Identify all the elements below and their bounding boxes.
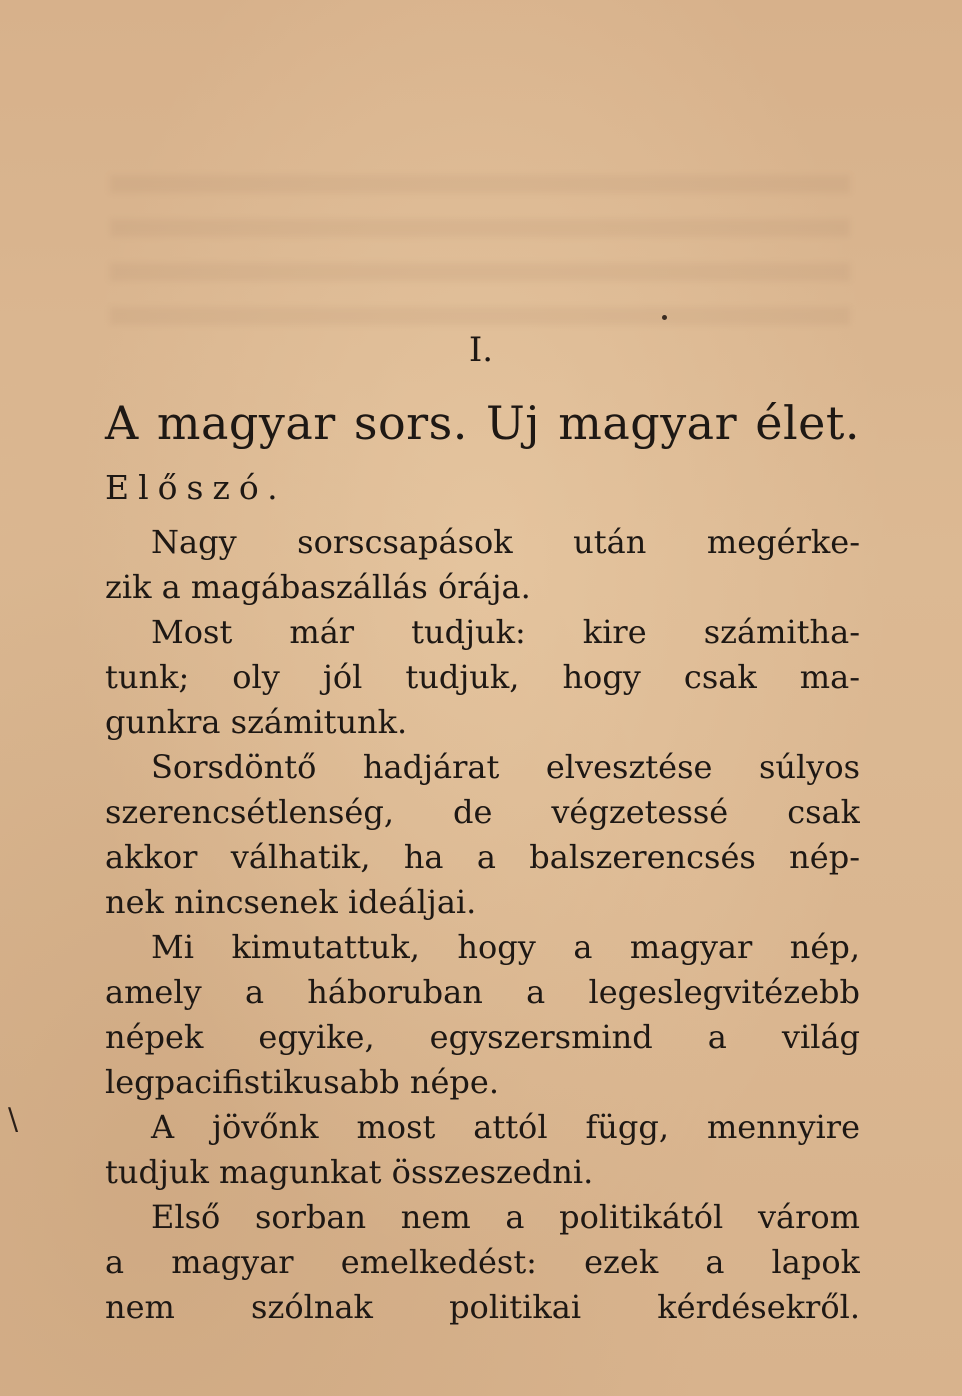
text-line: Sorsdöntő hadjárat elvesztése súlyos [151, 748, 860, 786]
margin-mark: \ [8, 1102, 19, 1137]
text-line: legpacifistikusabb népe. [105, 1063, 500, 1101]
text-line: tudjuk magunkat összeszedni. [105, 1153, 594, 1191]
chapter-title: A magyar sors. Uj magyar élet. [105, 396, 860, 450]
text-line: szerencsétlenség, de végzetessé csak [105, 793, 860, 831]
text-line: Mi kimutattuk, hogy a magyar nép, [151, 928, 860, 966]
text-line: zik a magábaszállás órája. [105, 568, 531, 606]
bleed-through-text [110, 175, 850, 325]
text-line: Nagy sorscsapások után megérke- [151, 523, 860, 561]
body-text [105, 520, 860, 1330]
text-line: nek nincsenek ideáljai. [105, 883, 477, 921]
text-line: Első sorban nem a politikától várom [151, 1198, 860, 1236]
chapter-number: I. [468, 330, 494, 370]
text-line: a magyar emelkedést: ezek a lapok [105, 1243, 860, 1281]
ink-speck [662, 315, 667, 320]
text-line: A jövőnk most attól függ, mennyire [151, 1108, 860, 1146]
text-line: gunkra számitunk. [105, 703, 408, 741]
text-line: akkor válhatik, ha a balszerencsés nép- [105, 838, 860, 876]
text-line: amely a háboruban a legeslegvitézebb [105, 973, 860, 1011]
foreword-heading: Előszó. [105, 468, 287, 507]
text-line: Most már tudjuk: kire számitha- [151, 613, 860, 651]
text-line: nem szólnak politikai kérdésekről. [105, 1288, 860, 1326]
text-line: tunk; oly jól tudjuk, hogy csak ma- [105, 658, 860, 696]
text-line: népek egyike, egyszersmind a világ [105, 1018, 860, 1056]
